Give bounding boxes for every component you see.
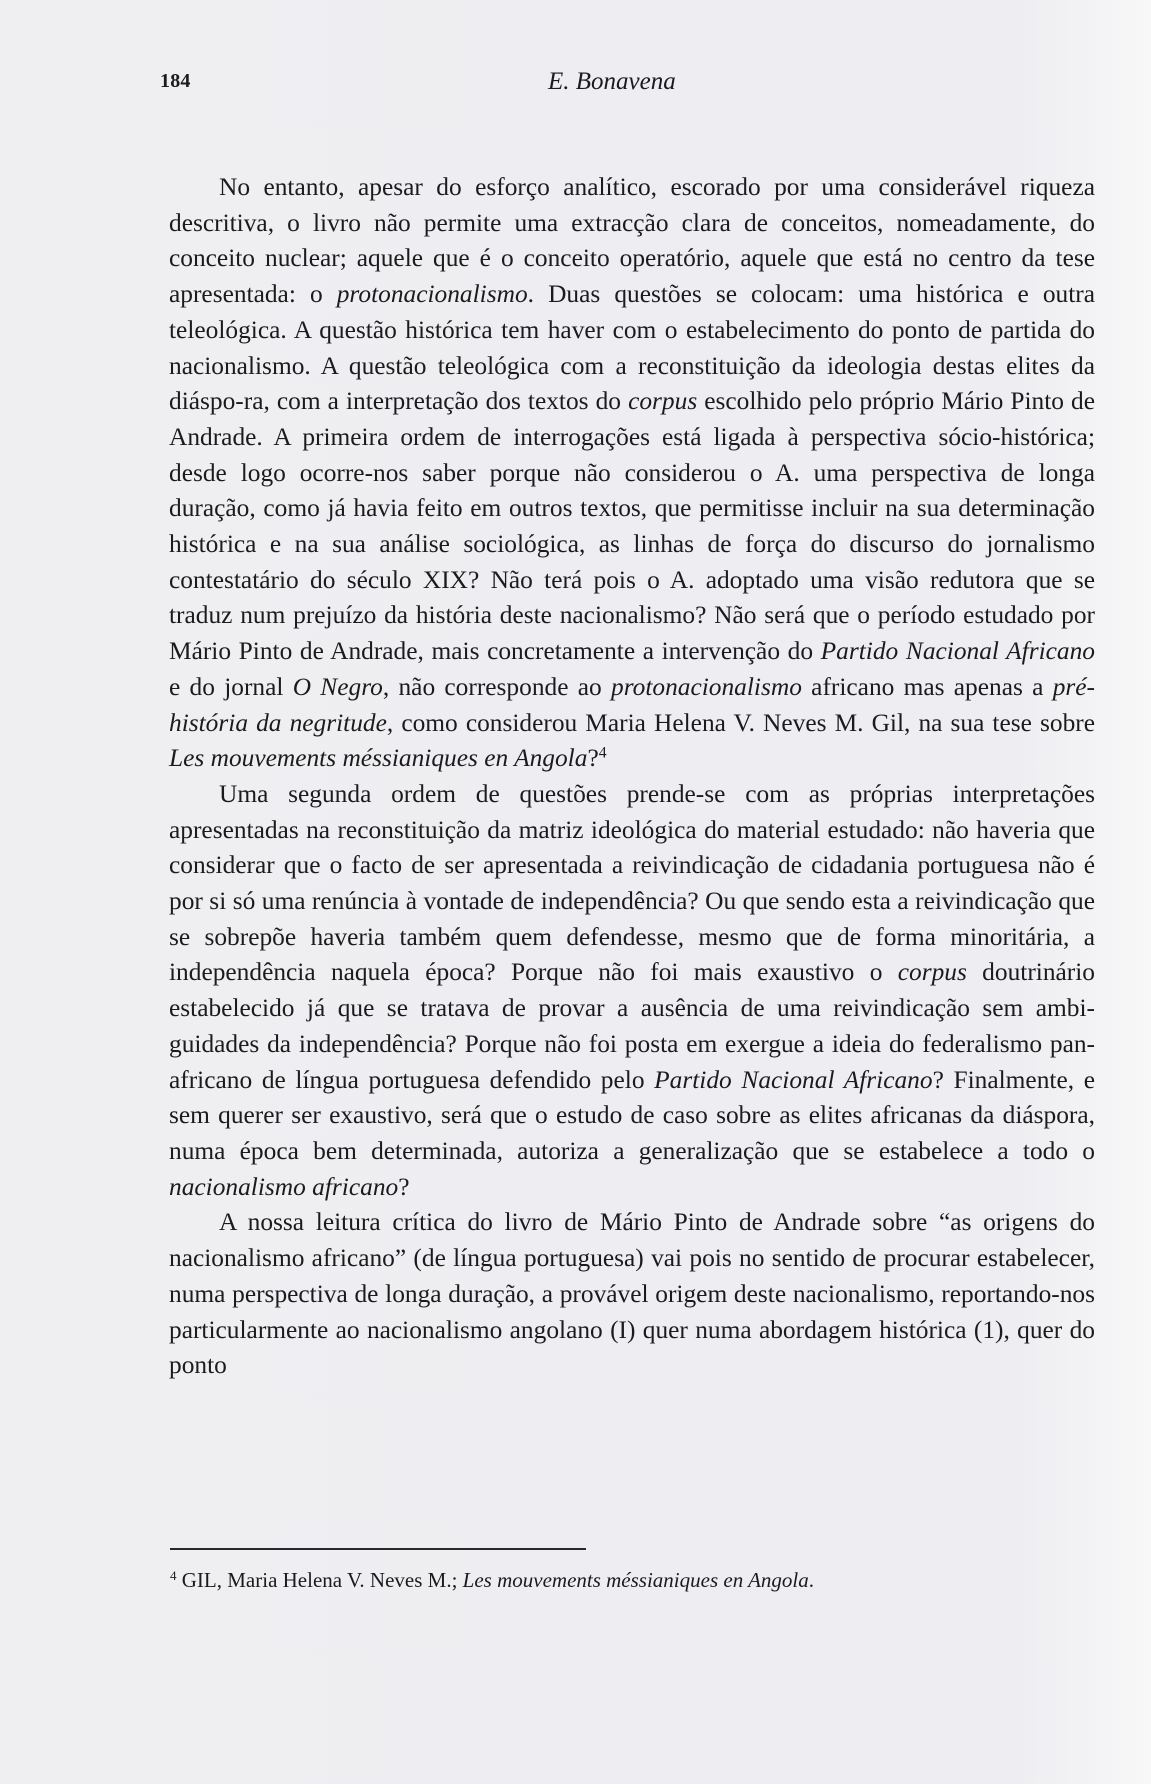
footnote-number: 4: [170, 1567, 177, 1583]
text-segment: africano mas apenas a: [801, 672, 1053, 701]
paragraph-2: [169, 777, 1095, 1205]
running-head: [160, 70, 1097, 100]
footnote-title: Les mouvements méssianiques en Angola: [462, 1568, 809, 1592]
text-segment: . Duas questões se colocam: uma histórica e outra teleológica. A questão histórica tem haver com o estabelecimento do ponto de partida do nacionalismo. A questão teleológica com a reconstituição da ideologia destas elites da diáspo-ra, com a interpretação dos textos do: [169, 280, 1095, 416]
italic-term: corpus: [628, 387, 698, 416]
text-segment: No entanto, apesar do esforço analítico, escorado por uma considerável riqueza descritiva, o livro não permite uma extracção clara de conceitos, nomeadamente, do conceito nuclear; aquele que é o conceito operatório, aquele que está no centro da tese apresentada: o: [169, 173, 1095, 309]
footnote-4: [170, 1566, 1070, 1594]
italic-term: corpus: [897, 958, 967, 987]
footnote-text: GIL, Maria Helena V. Neves M.;: [176, 1568, 463, 1592]
italic-term: protonacionalismo: [611, 672, 802, 701]
italic-term: O Negro: [292, 672, 383, 701]
text-segment: ?: [587, 744, 599, 773]
footnote-end: .: [808, 1568, 814, 1592]
italic-title: Les mouvements méssianiques en Angola: [169, 744, 588, 773]
paragraph-3: [169, 1205, 1095, 1384]
text-segment: escolhido pelo próprio Mário Pinto de Andrade. A primeira ordem de interrogações está ligada à perspectiva sócio-histórica; desde logo ocorre-nos saber porque não considerou o A. uma perspectiva de longa duração, como já havia feito em outros textos, que permitisse incluir na sua determinação histórica e na sua análise sociológica, as linhas de força do discurso do jornalismo contestatário do século XIX? Não terá pois o A. adoptado uma visão redutora que se traduz num prejuízo da história deste nacionalismo? Não será que o período estudado por Mário Pinto de Andrade, mais concretamente a intervenção do: [169, 387, 1095, 666]
body-text: [169, 170, 1095, 1384]
running-head-author: E. Bonavena: [548, 68, 676, 95]
italic-term: Partido Nacional Africano: [820, 637, 1095, 666]
text-segment: , como considerou Maria Helena V. Neves M. Gil, na sua tese sobre: [386, 708, 1095, 737]
paragraph-1: [169, 170, 1095, 777]
text-segment: Uma segunda ordem de questões prende-se com as próprias interpretações apresentadas na reconstituição da matriz ideológica do material estudado: não haveria que considerar que o facto de ser apresentada a reivindicação de cidadania portuguesa não é por si só uma renúncia à vontade de independência? Ou que sendo esta a reivindicação que se sobrepõe haveria também quem defendesse, mesmo que de forma minoritária, a independência naquela época? Porque não foi mais exaustivo o: [169, 779, 1095, 987]
italic-term: protonacionalismo: [336, 280, 528, 309]
footnote-reference[interactable]: 4: [598, 744, 607, 762]
text-segment: A nossa leitura crítica do livro de Mário Pinto de Andrade sobre “as origens do nacionalismo africano” (de língua portuguesa) vai pois no sentido de procurar estabelecer, numa perspectiva de longa duração, a provável origem deste nacionalismo, reportando-nos particularmente ao nacionalismo angolano (I) quer numa abordagem histórica (1), quer do ponto: [169, 1208, 1095, 1380]
text-segment: ? Finalmente, e sem querer ser exaustivo, será que o estudo de caso sobre as elites africanas da diáspora, numa época bem determinada, autoriza a generalização que se estabelece a todo o: [169, 1065, 1095, 1165]
text-segment: ?: [398, 1172, 410, 1201]
italic-term: pré-história da negritude: [169, 672, 1095, 737]
italic-term: Partido Nacional Africano: [654, 1065, 933, 1094]
text-segment: doutrinário estabelecido já que se tratava de provar a ausência de uma reivindicação sem ambiguidades da independência? Porque não foi posta em exergue a ideia do federalismo pan-africano de língua portuguesa defendido pelo: [169, 958, 1096, 1094]
text-segment: e do jornal: [169, 672, 293, 701]
footnote-divider: [170, 1548, 586, 1550]
page-number: 184: [160, 70, 191, 92]
text-segment: , não corresponde ao: [382, 672, 611, 701]
italic-term: nacionalismo africano: [169, 1172, 399, 1201]
